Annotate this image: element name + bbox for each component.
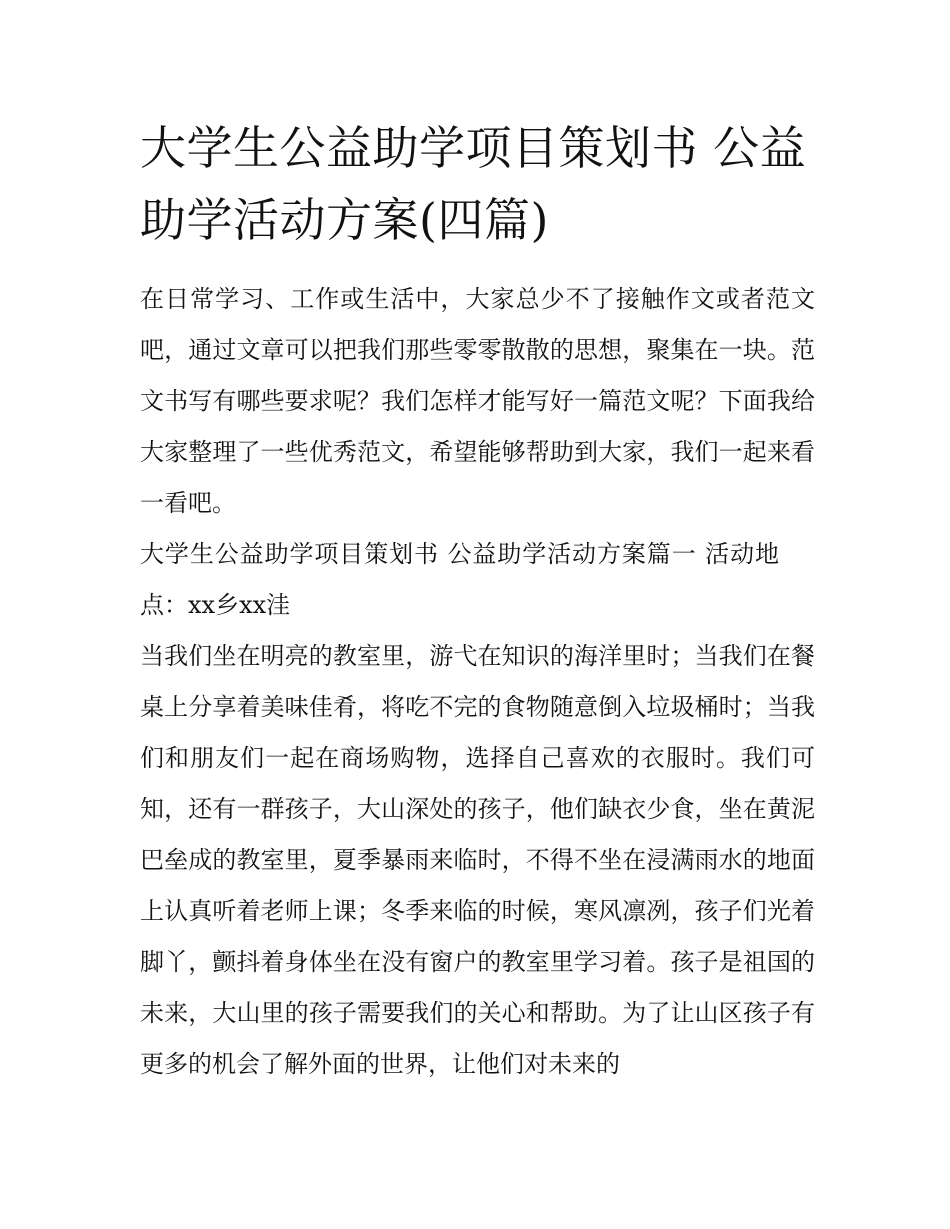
document-title: 大学生公益助学项目策划书 公益助学活动方案(四篇) (140, 121, 807, 247)
body-paragraph: 当我们坐在明亮的教室里，游弋在知识的海洋里时；当我们在餐桌上分享着美味佳肴，将吃不完的食物随意倒入垃圾桶时；当我们和朋友们一起在商场购物，选择自己喜欢的衣服时。我们可知，还有一群孩子，大山深处的孩子，他们缺衣少食，坐在黄泥巴垒成的教室里，夏季暴雨来临时，不得不坐在浸满雨水的地面上认真听着老师上课；冬季来临的时候，寒风凛冽，孩子们光着脚丫，颤抖着身体坐在没有窗户的教室里学习着。孩子是祖国的未来，大山里的孩子需要我们的关心和帮助。为了让山区孩子有更多的机会了解外面的世界，让他们对未来的 (140, 642, 815, 1078)
intro-paragraph: 在日常学习、工作或生活中，大家总少不了接触作文或者范文吧，通过文章可以把我们那些零零散散的思想，聚集在一块。范文书写有哪些要求呢？我们怎样才能写好一篇范文呢？下面我给大家整理了一些优秀范文，希望能够帮助到大家，我们一起来看一看吧。 (140, 285, 815, 517)
section-heading-paragraph: 大学生公益助学项目策划书 公益助学活动方案篇一 活动地点：xx乡xx洼 (140, 540, 779, 619)
document-page (140, 112, 815, 1090)
